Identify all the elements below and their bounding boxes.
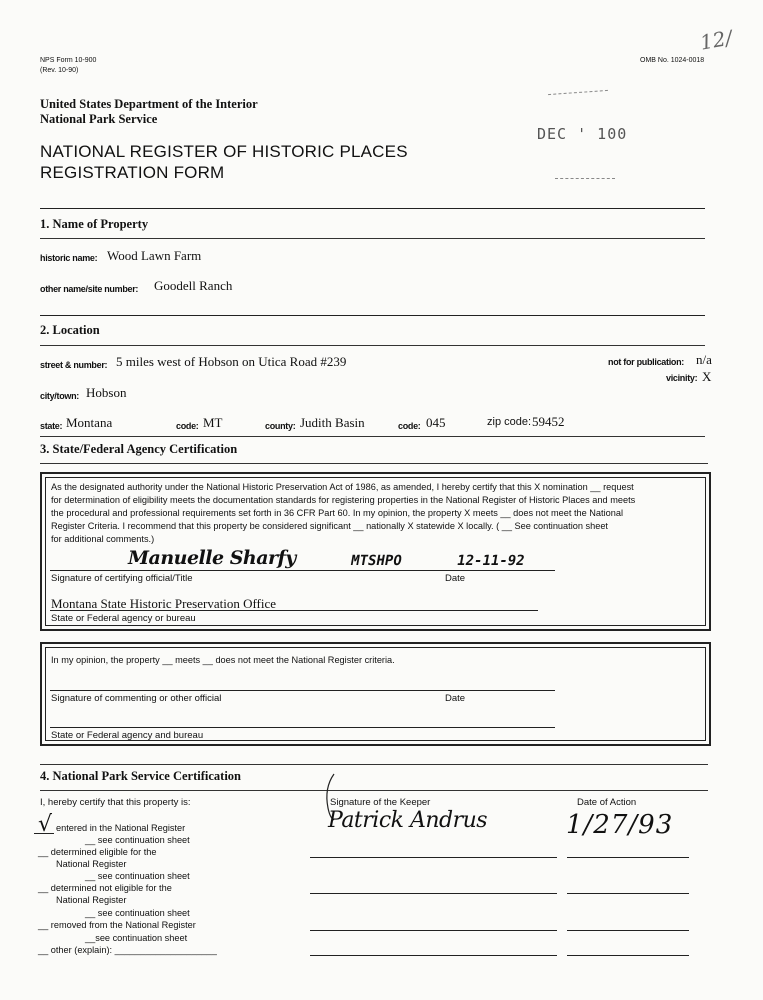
certifying-agency-label: State or Federal agency or bureau <box>51 613 196 624</box>
certifying-date-handwritten: 12-11-92 <box>455 553 526 569</box>
city-value: Hobson <box>86 385 127 400</box>
state-value: Montana <box>66 415 113 430</box>
certifying-title-handwritten: MTSHPO <box>349 553 403 569</box>
rule <box>50 727 555 728</box>
status-other: __ other (explain): ____________________ <box>38 945 217 955</box>
section-1-heading: 1. Name of Property <box>40 217 149 231</box>
county-code-value: 045 <box>426 415 446 430</box>
form-title-line-2: REGISTRATION FORM <box>40 163 225 182</box>
commenting-signature-label: Signature of commenting or other official <box>51 693 222 704</box>
not-for-publication-value: n/a <box>696 352 712 367</box>
rule <box>40 436 705 437</box>
keeper-line <box>310 930 557 931</box>
form-number: NPS Form 10-900 <box>40 57 97 64</box>
received-stamp-date: DEC ' 100 <box>537 125 628 143</box>
status-removed: __ removed from the National Register <box>38 920 196 930</box>
status-entered-continuation: __ see continuation sheet <box>85 835 190 845</box>
certification-text-line-2: for determination of eligibility meets the documentation standards for registering properties in the National Register of Historic Places and meets <box>51 495 636 505</box>
state-code-label: code: <box>176 421 199 431</box>
date-line <box>567 955 689 956</box>
certifying-signature: Manuelle Sharfy <box>128 547 296 569</box>
vicinity-label: vicinity: <box>666 373 698 383</box>
keeper-signature: Patrick Andrus <box>328 808 488 833</box>
section-4-heading: 4. National Park Service Certification <box>40 769 241 783</box>
status-eligible-continuation: __ see continuation sheet <box>85 871 190 881</box>
historic-name-label: historic name: <box>40 253 98 263</box>
rule <box>40 315 705 316</box>
state-label: state: <box>40 421 63 431</box>
zip-value: 59452 <box>532 414 565 429</box>
service-name: National Park Service <box>40 112 158 126</box>
street-label: street & number: <box>40 360 108 370</box>
historic-name-value: Wood Lawn Farm <box>107 248 202 263</box>
certifying-signature-label: Signature of certifying official/Title <box>51 573 193 584</box>
keeper-signature-label: Signature of the Keeper <box>330 797 431 808</box>
rule <box>40 345 705 346</box>
form-revision: (Rev. 10-90) <box>40 67 79 74</box>
city-label: city/town: <box>40 391 79 401</box>
state-code-value: MT <box>203 415 223 430</box>
certifying-agency-value: Montana State Historic Preservation Office <box>51 596 277 611</box>
rule <box>40 463 708 464</box>
county-label: county: <box>265 421 296 431</box>
stamp-line-top <box>548 90 608 95</box>
certifying-date-label: Date <box>445 573 466 584</box>
date-of-action-label: Date of Action <box>577 797 637 808</box>
rule <box>40 208 705 209</box>
county-value: Judith Basin <box>300 415 365 430</box>
certification-text-line-3: the procedural and professional requirements set forth in 36 CFR Part 60. In my opinion, the property X meets __ does not meet the National <box>51 508 623 518</box>
status-removed-continuation: __see continuation sheet <box>85 933 188 943</box>
certification-text-line-5: for additional comments.) <box>51 534 155 544</box>
rule <box>40 238 705 239</box>
date-line <box>567 930 689 931</box>
keeper-line <box>310 955 557 956</box>
keeper-line <box>310 857 557 858</box>
certification-text-line-4: Register Criteria. I recommend that this property be considered significant __ nationally X statewide X locally. ( __ See continuation sheet <box>51 521 608 531</box>
status-not-eligible: __ determined not eligible for the <box>38 883 172 893</box>
status-not-eligible-line-2: National Register <box>56 895 127 905</box>
date-line <box>567 857 689 858</box>
department-name: United States Department of the Interior <box>40 97 258 111</box>
date-of-action-handwritten: 1/27/93 <box>566 810 674 840</box>
street-value: 5 miles west of Hobson on Utica Road #239 <box>116 354 347 369</box>
status-not-eligible-continuation: __ see continuation sheet <box>85 908 190 918</box>
other-name-value: Goodell Ranch <box>154 278 233 293</box>
form-title-line-1: NATIONAL REGISTER OF HISTORIC PLACES <box>40 142 408 161</box>
handwritten-page-mark: 12/ <box>698 25 735 55</box>
status-eligible-line-2: National Register <box>56 859 127 869</box>
rule <box>50 570 555 571</box>
omb-number: OMB No. 1024-0018 <box>640 57 705 64</box>
zip-label: zip code: <box>487 416 532 428</box>
section-3-heading: 3. State/Federal Agency Certification <box>40 442 238 456</box>
certification-text-line-1: As the designated authority under the National Historic Preservation Act of 1986, as amended, I hereby certify that this X nomination __ request <box>51 482 634 492</box>
entered-check-mark: √ <box>38 812 53 837</box>
rule <box>50 610 538 611</box>
rule <box>40 764 708 765</box>
rule <box>50 690 555 691</box>
keeper-line <box>310 893 557 894</box>
status-eligible: __ determined eligible for the <box>38 847 157 857</box>
opinion-text: In my opinion, the property __ meets __ does not meet the National Register criteria. <box>51 655 395 665</box>
rule <box>40 790 708 791</box>
commenting-date-label: Date <box>445 693 466 704</box>
section-2-heading: 2. Location <box>40 323 100 337</box>
check-underline <box>34 833 54 834</box>
other-name-label: other name/site number: <box>40 284 139 294</box>
status-entered: entered in the National Register <box>56 823 186 833</box>
date-line <box>567 893 689 894</box>
stamp-line-bottom <box>555 178 615 179</box>
nps-certify-label: I, hereby certify that this property is: <box>40 797 191 808</box>
not-for-publication-label: not for publication: <box>608 357 684 367</box>
commenting-agency-label: State or Federal agency and bureau <box>51 730 204 741</box>
county-code-label: code: <box>398 421 421 431</box>
vicinity-value: X <box>702 369 712 384</box>
